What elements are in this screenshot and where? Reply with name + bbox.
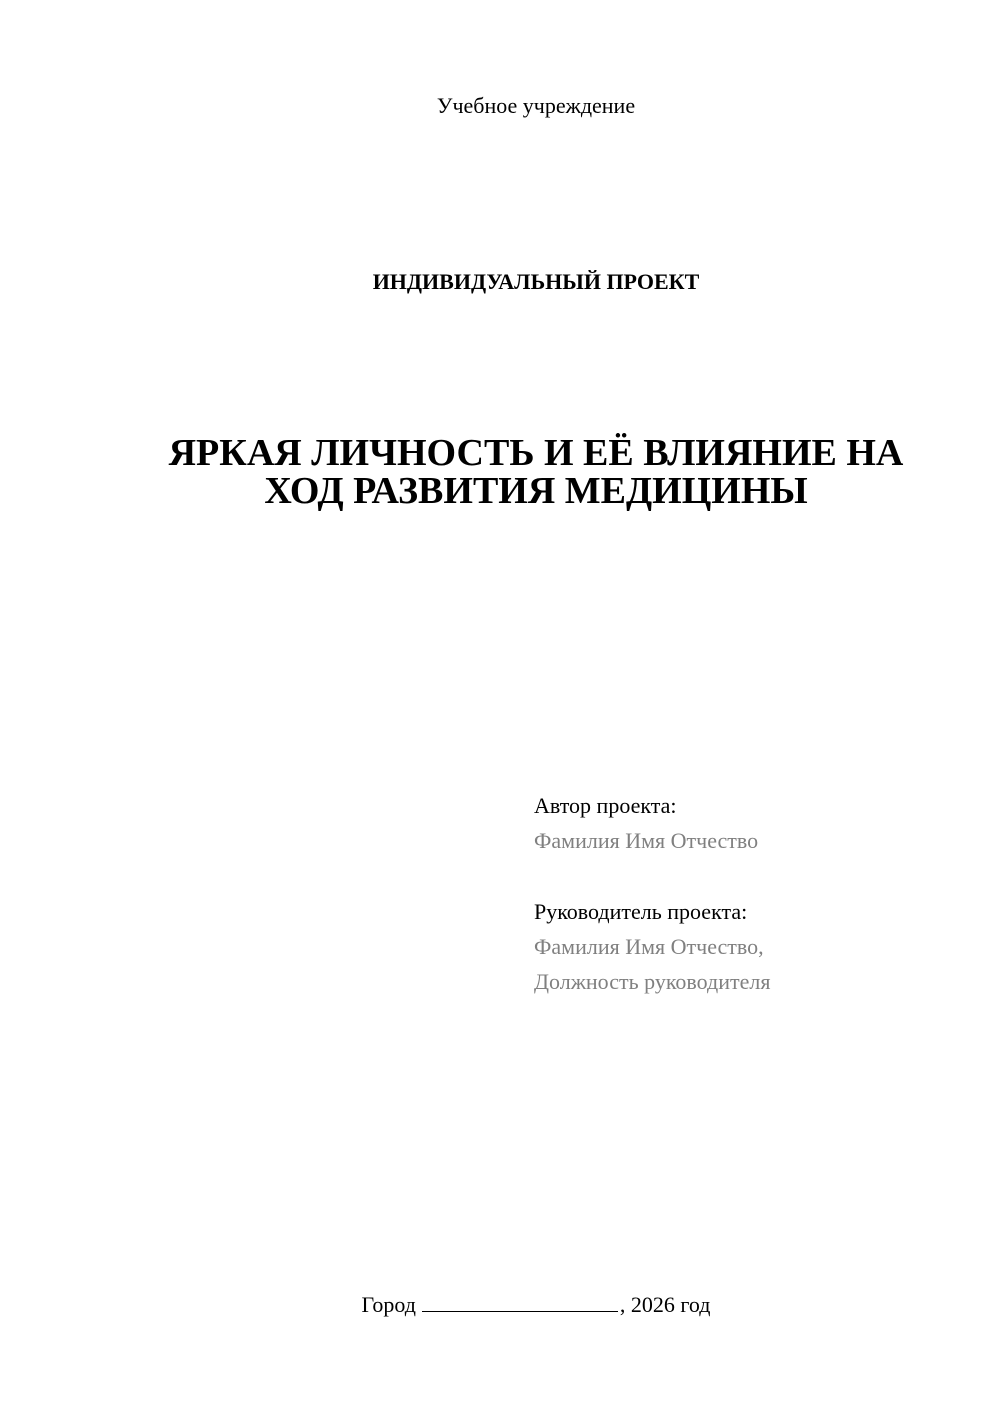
meta-spacer: [534, 858, 974, 894]
project-meta: [534, 788, 974, 999]
author-label: Автор проекта:: [534, 793, 677, 818]
document-type: ИНДИВИДУАЛЬНЫЙ ПРОЕКТ: [372, 269, 700, 294]
city-blank-line: [422, 1291, 618, 1312]
supervisor-name: Фамилия Имя Отчество,: [534, 934, 764, 959]
project-title-line-1: ЯРКАЯ ЛИЧНОСТЬ И ЕЁ ВЛИЯНИЕ НА: [168, 432, 904, 474]
footer-city-year: [0, 1290, 1000, 1320]
supervisor-label: Руководитель проекта:: [534, 899, 748, 924]
institution-name: Учебное учреждение: [436, 93, 636, 118]
city-label: Город: [361, 1292, 416, 1317]
supervisor-position: Должность руководителя: [534, 969, 771, 994]
project-title-line-2: ХОД РАЗВИТИЯ МЕДИЦИНЫ: [264, 470, 808, 512]
author-name: Фамилия Имя Отчество: [534, 828, 759, 853]
project-title: [100, 434, 972, 510]
year-text: , 2026 год: [619, 1292, 711, 1317]
